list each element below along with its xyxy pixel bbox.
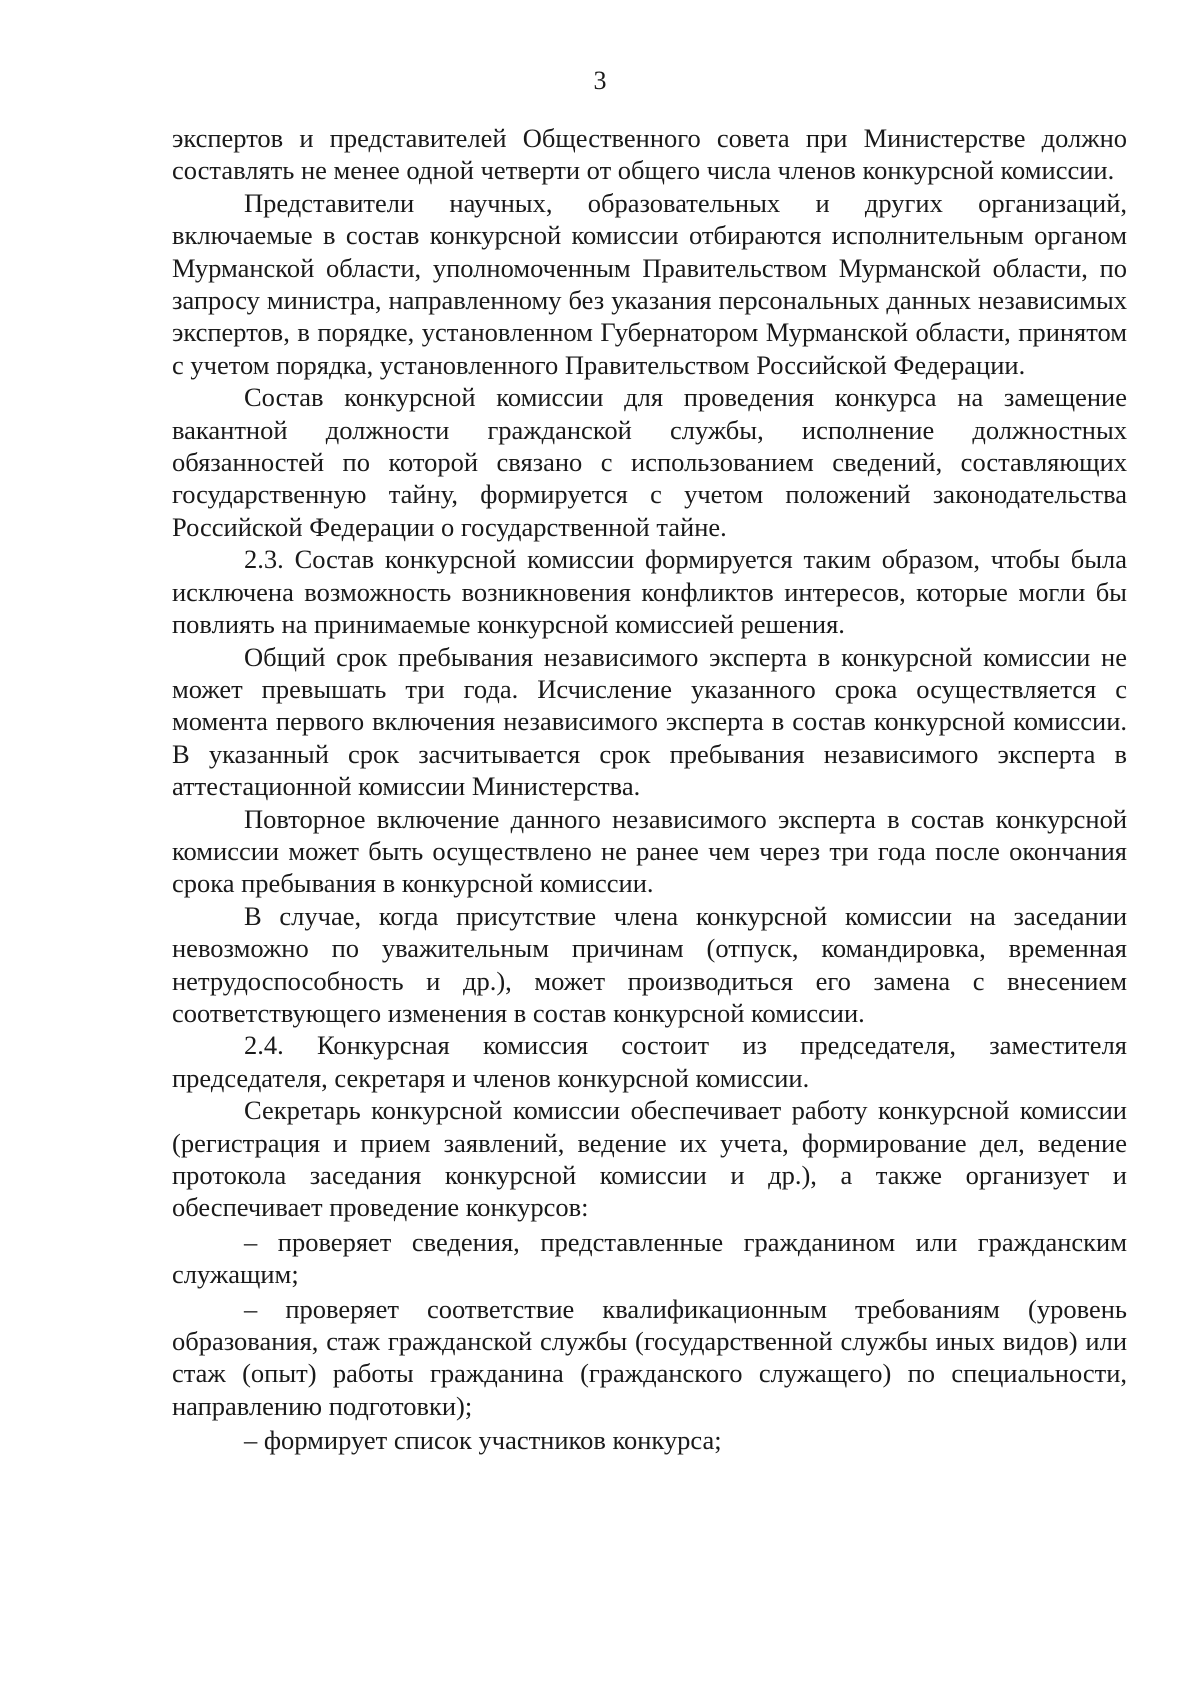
paragraph-continuation: экспертов и представителей Общественного совета при Министерстве должно составлять не менее одной четверти от общего числа членов конкурсной комиссии. bbox=[172, 123, 1127, 186]
paragraph-representatives: Представители научных, образовательных и других организаций, включаемые в состав конкурсной комиссии отбираются исполнительным органом Мурманской области, уполномоченным Правительством Мурманской области, по запросу министра, направленному без указания персональных данных независимых экспертов, в порядке, установленном Губернатором Мурманской области, принятом с учетом порядка, установленного Правительством Российской Федерации. bbox=[172, 187, 1127, 380]
bullet-item: – проверяет сведения, представленные гражданином или гражданским служащим; bbox=[172, 1226, 1127, 1290]
paragraph-secretary: Секретарь конкурсной комиссии обеспечивает работу конкурсной комиссии (регистрация и прием заявлений, ведение их учета, формирование дел, ведение протокола заседания конкурсной комиссии и др.), а также организует и обеспечивает проведение конкурсов: bbox=[172, 1095, 1127, 1223]
paragraph-replacement: В случае, когда присутствие члена конкурсной комиссии на заседании невозможно по уважительным причинам (отпуск, командировка, временная нетрудоспособность и др.), может производиться его замена с внесением соответствующего изменения в состав конкурсной комиссии. bbox=[172, 900, 1127, 1028]
paragraph-state-secret: Состав конкурсной комиссии для проведения конкурса на замещение вакантной должности гражданской службы, исполнение должностных обязанностей по которой связано с использованием сведений, составляющих государственную тайну, формируется с учетом положений законодательства Российской Федерации о государственной тайне. bbox=[172, 382, 1127, 542]
paragraph-section-2-3: 2.3. Состав конкурсной комиссии формируется таким образом, чтобы была исключена возможность возникновения конфликтов интересов, которые могли бы повлиять на принимаемые конкурсной комиссией решения. bbox=[172, 544, 1127, 640]
document-body bbox=[172, 122, 1127, 1457]
paragraph-section-2-4: 2.4. Конкурсная комиссия состоит из председателя, заместителя председателя, секретаря и членов конкурсной комиссии. bbox=[172, 1030, 1127, 1093]
bullet-item: – формирует список участников конкурса; bbox=[244, 1425, 722, 1456]
page-number: 3 bbox=[593, 66, 607, 95]
paragraph-expert-term: Общий срок пребывания независимого эксперта в конкурсной комиссии не может превышать три года. Исчисление указанного срока осуществляется с момента первого включения независимого эксперта в состав конкурсной комиссии. В указанный срок засчитывается срок пребывания независимого эксперта в аттестационной комиссии Министерства. bbox=[172, 641, 1127, 802]
paragraph-repeat-inclusion: Повторное включение данного независимого эксперта в состав конкурсной комиссии может быть осуществлено не ранее чем через три года после окончания срока пребывания в конкурсной комиссии. bbox=[172, 803, 1127, 899]
bullet-item: – проверяет соответствие квалификационным требованиям (уровень образования, стаж гражданской службы (государственной службы иных видов) или стаж (опыт) работы гражданина (гражданского служащего) по специальности, направлению подготовки); bbox=[172, 1293, 1127, 1421]
